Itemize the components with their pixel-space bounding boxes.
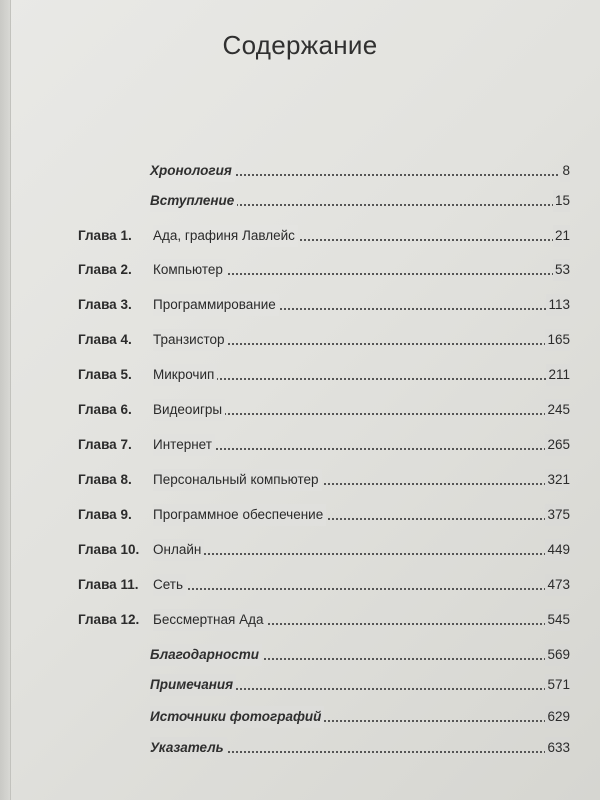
toc-entry-title: Благодарности bbox=[150, 644, 262, 666]
toc-chapter-number: Глава 9. bbox=[78, 507, 132, 522]
toc-entry bbox=[0, 706, 600, 728]
toc-entry bbox=[0, 609, 600, 631]
toc-entry-title: Примечания bbox=[150, 674, 236, 696]
toc-entry-title: Указатель bbox=[150, 737, 227, 759]
toc-page-number: 629 bbox=[545, 706, 570, 728]
toc-chapter-number: Глава 12. bbox=[78, 612, 140, 627]
toc-page-number: 113 bbox=[546, 294, 570, 316]
toc-entry bbox=[0, 399, 600, 421]
toc-entry-title: Хронология bbox=[150, 160, 235, 182]
toc-page-number: 321 bbox=[545, 469, 570, 491]
toc-chapter-number: Глава 8. bbox=[78, 472, 132, 487]
toc-page-number: 15 bbox=[553, 190, 570, 212]
toc-entry bbox=[0, 469, 600, 491]
toc-dot-leader bbox=[153, 588, 558, 590]
toc-chapter-number: Глава 4. bbox=[78, 332, 132, 347]
toc-chapter-number: Глава 6. bbox=[78, 402, 132, 417]
toc-entry bbox=[0, 574, 600, 596]
toc-entry-title: Источники фотографий bbox=[150, 706, 324, 728]
toc-chapter-number: Глава 1. bbox=[78, 228, 132, 243]
toc-entry bbox=[0, 539, 600, 561]
toc-entry-title: Сеть bbox=[153, 574, 186, 596]
toc-entry bbox=[0, 160, 600, 182]
toc-entry-title: Транзистор bbox=[153, 329, 228, 351]
toc-entry-title: Бессмертная Ада bbox=[153, 609, 266, 631]
toc-page-number: 53 bbox=[553, 259, 570, 281]
toc-entry bbox=[0, 190, 600, 212]
toc-chapter-number: Глава 10. bbox=[78, 542, 140, 557]
toc-entry-title: Онлайн bbox=[153, 539, 204, 561]
toc-entry bbox=[0, 434, 600, 456]
toc-page-number: 211 bbox=[546, 364, 570, 386]
toc-page-number: 375 bbox=[545, 504, 570, 526]
toc-page-number: 8 bbox=[560, 160, 570, 182]
toc-entry-title: Персональный компьютер bbox=[153, 469, 322, 491]
toc-page-number: 21 bbox=[553, 225, 570, 247]
toc-page-number: 265 bbox=[545, 434, 570, 456]
toc-entry-title: Интернет bbox=[153, 434, 215, 456]
toc-page-number: 571 bbox=[545, 674, 570, 696]
toc-entry bbox=[0, 364, 600, 386]
toc-entry-title: Программирование bbox=[153, 294, 279, 316]
toc-page-number: 473 bbox=[545, 574, 570, 596]
toc-entry-title: Программное обеспечение bbox=[153, 504, 326, 526]
toc-page-number: 545 bbox=[545, 609, 570, 631]
toc-chapter-number: Глава 7. bbox=[78, 437, 132, 452]
toc-page-number: 245 bbox=[545, 399, 570, 421]
toc-entry bbox=[0, 225, 600, 247]
toc-entry-title: Компьютер bbox=[153, 259, 226, 281]
toc-chapter-number: Глава 3. bbox=[78, 297, 132, 312]
toc-dot-leader bbox=[153, 553, 558, 555]
toc-page-number: 569 bbox=[545, 644, 570, 666]
toc-entry bbox=[0, 737, 600, 759]
toc-entry-title: Ада, графиня Лавлейс bbox=[153, 225, 298, 247]
toc-entry bbox=[0, 259, 600, 281]
toc-page-number: 633 bbox=[545, 737, 570, 759]
toc-entry-title: Видеоигры bbox=[153, 399, 225, 421]
toc-chapter-number: Глава 5. bbox=[78, 367, 132, 382]
toc-chapter-number: Глава 11. bbox=[78, 577, 139, 592]
toc-entry-title: Вступление bbox=[150, 190, 237, 212]
toc-page-number: 165 bbox=[545, 329, 570, 351]
toc-entry bbox=[0, 644, 600, 666]
toc-entry-title: Микрочип bbox=[153, 364, 217, 386]
toc-page-number: 449 bbox=[545, 539, 570, 561]
toc-entry bbox=[0, 329, 600, 351]
toc-chapter-number: Глава 2. bbox=[78, 262, 132, 277]
toc-entry bbox=[0, 504, 600, 526]
toc-entry bbox=[0, 294, 600, 316]
page-title: Содержание bbox=[222, 30, 378, 60]
toc-entry bbox=[0, 674, 600, 696]
